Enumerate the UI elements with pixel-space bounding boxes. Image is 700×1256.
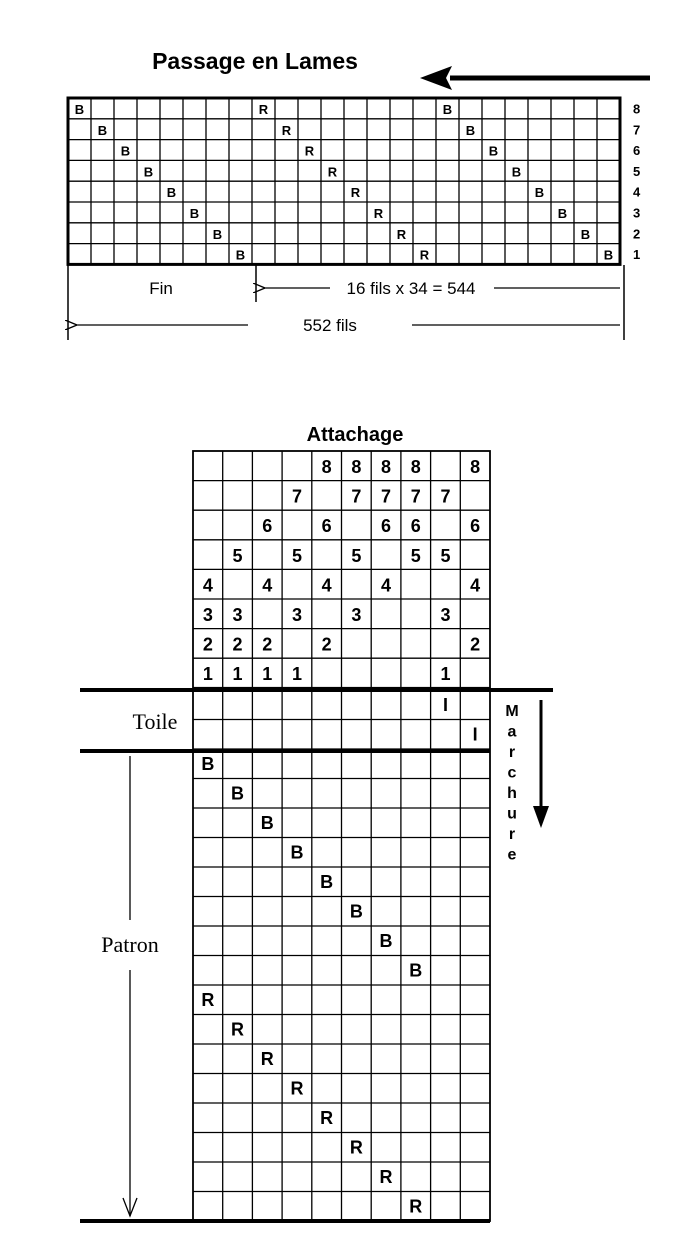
repeat-label: 16 fils x 34 = 544 xyxy=(346,279,476,298)
tieup-cell-label: 4 xyxy=(470,575,481,596)
tieup-cell-label: 4 xyxy=(381,575,392,596)
threading-title: Passage en Lames xyxy=(152,48,358,74)
threading-cell-label: R xyxy=(419,247,430,263)
tieup-cell-label: 3 xyxy=(351,605,362,625)
treadling-grid xyxy=(193,690,490,1221)
treadling-cell-label: B xyxy=(320,872,334,892)
marchure-letter: h xyxy=(507,785,517,802)
threading-cell-label: B xyxy=(603,247,614,263)
threading-cell-label: B xyxy=(235,247,246,263)
treadling-cell-label: B xyxy=(290,842,304,863)
tieup-cell-label: 5 xyxy=(351,545,362,566)
treadling-cell-label: R xyxy=(290,1078,304,1099)
treadling-cell-label: R xyxy=(320,1108,334,1128)
tieup-cell-label: 6 xyxy=(321,516,332,537)
tieup-section xyxy=(193,424,490,688)
tieup-cell-label: 5 xyxy=(232,545,243,566)
threading-cell-label: B xyxy=(557,206,568,221)
tieup-cell-label: 5 xyxy=(291,545,302,566)
tieup-cell-label: 1 xyxy=(440,664,451,685)
tieup-cell-label: 3 xyxy=(440,605,451,625)
treadling-cell-label: B xyxy=(349,901,363,922)
shaft-number: 1 xyxy=(633,247,641,263)
tieup-cell-label: 5 xyxy=(440,545,451,566)
threading-cell-label: R xyxy=(396,226,407,242)
shaft-number: 8 xyxy=(633,101,641,117)
tieup-cell-label: 7 xyxy=(440,486,451,507)
shaft-numbers xyxy=(633,102,641,263)
tieup-cell-label: 7 xyxy=(351,486,362,507)
marchure-letter: r xyxy=(508,826,516,843)
treadling-cell-label: R xyxy=(201,990,215,1010)
tieup-cell-label: 2 xyxy=(321,634,332,655)
tieup-cell-label: 8 xyxy=(410,457,421,477)
threading-cell-label: B xyxy=(534,185,545,201)
treadling-cell-label: B xyxy=(260,813,274,833)
direction-arrow-icon xyxy=(420,66,650,90)
marchure-label xyxy=(505,703,518,864)
treadling-cell-label: I xyxy=(442,695,448,715)
marchure-letter: r xyxy=(508,744,516,761)
tieup-cell-label: 1 xyxy=(232,664,243,685)
tieup-cell-label: 2 xyxy=(470,634,481,655)
threading-cell-label: B xyxy=(580,226,591,242)
shaft-number: 2 xyxy=(633,226,641,242)
patron-label: Patron xyxy=(101,932,159,957)
tieup-cell-label: 8 xyxy=(351,457,362,477)
threading-cell-label: B xyxy=(74,102,85,117)
tieup-cell-label: 2 xyxy=(202,634,213,655)
tieup-cell-label: 2 xyxy=(232,634,243,655)
tieup-cell-label: 6 xyxy=(470,516,481,537)
threading-cell-label: B xyxy=(442,102,453,117)
total-label: 552 fils xyxy=(303,316,357,335)
threading-cell-label: R xyxy=(281,122,292,138)
threading-cell-label: B xyxy=(97,122,108,138)
threading-section xyxy=(68,48,650,340)
tieup-cell-label: 7 xyxy=(410,486,421,507)
tieup-cell-label: 8 xyxy=(470,457,481,477)
threading-cell-label: B xyxy=(212,226,223,242)
treadling-cell-label: R xyxy=(231,1019,245,1040)
treadling-cell-label: B xyxy=(409,960,423,981)
tieup-cell-label: 7 xyxy=(381,486,392,507)
shaft-number: 5 xyxy=(633,163,641,179)
treadling-section xyxy=(80,690,553,1221)
tieup-cell-label: 8 xyxy=(381,457,392,477)
tieup-title: Attachage xyxy=(306,424,404,446)
tieup-cell-label: 1 xyxy=(262,664,273,685)
tieup-cell-label: 2 xyxy=(262,634,273,655)
threading-cell-label: B xyxy=(488,143,499,159)
tieup-cell-label: 4 xyxy=(321,575,332,596)
threading-cell-label: B xyxy=(143,164,154,180)
treadling-cell-label: R xyxy=(409,1196,423,1217)
threading-cell-label: B xyxy=(120,143,131,159)
threading-cell-label: B xyxy=(465,122,476,138)
threading-cell-label: B xyxy=(189,206,200,221)
threading-cell-label: R xyxy=(304,143,315,159)
tieup-cell-label: 4 xyxy=(262,575,273,596)
shaft-number: 7 xyxy=(633,122,641,138)
marchure-arrow-icon xyxy=(533,806,549,828)
threading-cell-label: B xyxy=(166,185,177,201)
marchure-letter: e xyxy=(507,846,517,864)
threading-cell-label: R xyxy=(258,102,269,117)
marchure-letter: a xyxy=(507,723,517,741)
threading-cell-label: R xyxy=(327,164,338,180)
treadling-cell-label: R xyxy=(260,1049,274,1069)
treadling-cell-label: B xyxy=(379,931,393,951)
tieup-cell-label: 7 xyxy=(291,486,302,507)
tieup-cell-label: 3 xyxy=(232,605,243,625)
fin-label: Fin xyxy=(149,279,173,298)
treadling-cell-label: R xyxy=(349,1137,363,1158)
shaft-number: 6 xyxy=(633,143,641,159)
treadling-cell-label: B xyxy=(201,754,215,774)
tieup-cell-label: 4 xyxy=(202,575,213,596)
toile-label: Toile xyxy=(132,709,178,734)
marchure-letter: M xyxy=(505,703,519,720)
tieup-cell-label: 1 xyxy=(291,664,302,685)
threading-cell-label: R xyxy=(350,185,361,201)
threading-cell-label: B xyxy=(511,164,522,180)
tieup-cell-label: 6 xyxy=(262,516,273,537)
threading-grid xyxy=(68,98,620,264)
tieup-cell-label: 6 xyxy=(381,516,392,537)
treadling-cell-label: R xyxy=(379,1167,393,1187)
tieup-cell-label: 1 xyxy=(202,664,213,685)
treadling-cell-label: B xyxy=(231,783,245,804)
tieup-cell-label: 8 xyxy=(321,457,332,477)
treadling-cell-label: I xyxy=(472,724,478,745)
marchure-letter: u xyxy=(507,805,517,823)
threading-cell-label: R xyxy=(373,206,384,221)
tieup-cell-label: 6 xyxy=(410,516,421,537)
tieup-cell-label: 5 xyxy=(410,545,421,566)
shaft-number: 4 xyxy=(633,184,641,200)
tieup-cell-label: 3 xyxy=(291,605,302,625)
shaft-number: 3 xyxy=(633,205,641,221)
marchure-letter: c xyxy=(507,764,517,782)
tieup-cell-label: 3 xyxy=(202,605,213,625)
